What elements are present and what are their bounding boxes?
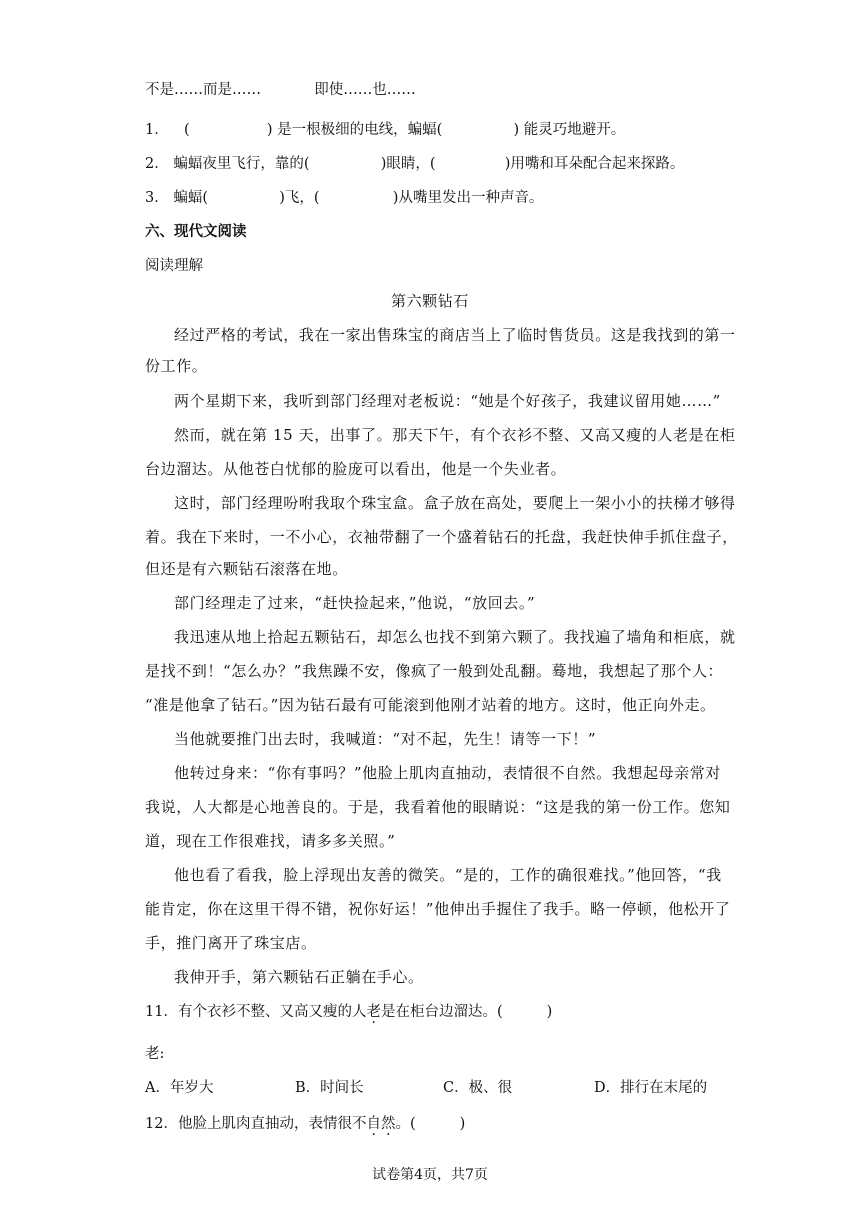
emphasized-char: 自 [366,1116,381,1132]
question-11 [145,1000,720,1021]
story-line: 我伸开手，第六颗钻石正躺在手心。 [174,968,424,986]
story-line: 我说，人大都是心地善良的。于是，我看着他的眼睛说：“这是我的第一份工作。您知 [145,798,731,816]
emphasized-char: 老 [366,1004,381,1020]
option-d[interactable]: D．排行在末尾的 [594,1080,708,1096]
question-11-label: 老: [145,1046,165,1062]
story-line: 我迅速从地上拾起五颗钻石，却怎么也找不到第六颗了。我找遍了墙角和柜底，就 [174,628,736,646]
blank-text: 蝙蝠( [173,190,209,206]
emphasized-char: 然 [380,1116,396,1132]
blank-text: )飞，( [279,190,320,206]
story-line: 然而，就在第 15 天，出事了。那天下午，有个衣衫不整、又高又瘦的人老是在柜 [174,426,736,444]
story-line: 台边溜达。从他苍白忧郁的脸庞可以看出，他是一个失业者。 [145,460,567,478]
section-title: 六、现代文阅读 [145,223,247,240]
blank-text: ) 能灵巧地避开。 [513,122,626,138]
subsection-title: 阅读理解 [145,258,203,274]
answer-paren: ) [546,1004,553,1020]
blank-text: 蝙蝠夜里飞行，靠的( [173,156,310,172]
question-number: 2． [145,156,169,172]
story-line: 份工作。 [145,357,208,375]
page-footer: 试卷第4页，共7页 [372,1167,488,1183]
option-c[interactable]: C．极、很 [443,1080,513,1096]
story-line: 着。我在下来时，一不小心，衣袖带翻了一个盛着钻石的托盘，我赶快伸手抓住盘子， [145,528,738,546]
story-title: 第六颗钻石 [390,292,469,310]
story-line: “准是他拿了钻石。”因为钻石最有可能滚到他刚才站着的地方。这时，他正向外走。 [145,696,716,714]
connector-left: 不是……而是…… [145,82,261,98]
story-line: 他转过身来：“你有事吗？”他脸上肌肉直抽动，表情很不自然。我想起母亲常对 [174,764,721,782]
story-line: 是找不到！“怎么办？”我焦躁不安，像疯了一般到处乱翻。蓦地，我想起了那个人： [145,662,724,680]
fill-blank-2 [145,152,720,173]
question-text: 是在柜台边溜达。( [380,1004,503,1020]
blank-text: ) 是一根极细的电线，蝙蝠( [266,122,443,138]
story-line: 经过严格的考试，我在一家出售珠宝的商店当上了临时售货员。这是我找到的第一 [174,326,736,344]
question-text: 12．他脸上肌肉直抽动，表情很不 [145,1116,367,1132]
question-text: 。( [395,1116,416,1132]
question-number: 1． [145,122,169,138]
option-b[interactable]: B．时间长 [295,1080,364,1096]
question-12 [145,1112,720,1133]
options-row [145,1076,720,1096]
story-line: 两个星期下来，我听到部门经理对老板说：“她是个好孩子，我建议留用她……” [174,392,721,410]
option-a[interactable]: A．年岁大 [145,1080,214,1096]
blank-text: )眼睛，( [380,156,436,172]
blank-text: )从嘴里发出一种声音。 [392,190,544,206]
story-line: 但还是有六颗钻石滚落在地。 [145,560,348,578]
question-number: 3． [145,190,169,206]
connector-right: 即使……也…… [314,82,416,98]
story-line: 部门经理走了过来，“赶快捡起来，”他说，“放回去。” [174,594,536,612]
fill-blank-1 [145,118,720,139]
answer-paren: ) [459,1116,466,1132]
story-line: 他也看了看我，脸上浮现出友善的微笑。“是的，工作的确很难找。”他回答，“我 [174,866,722,884]
story-line: 道，现在工作很难找，请多多关照。” [145,832,396,850]
blank-text: )用嘴和耳朵配合起来探路。 [504,156,685,172]
story-line: 当他就要推门出去时，我喊道：“对不起，先生！请等一下！” [174,730,597,748]
fill-blank-3 [145,186,720,207]
story-line: 手，推门离开了珠宝店。 [145,934,317,952]
question-text: 11．有个衣衫不整、又高又瘦的人 [145,1004,367,1020]
connector-row [145,78,720,99]
blank-text: ( [183,122,190,138]
story-line: 能肯定，你在这里干得不错，祝你好运！”他伸出手握住了我手。略一停顿，他松开了 [145,900,731,918]
story-line: 这时，部门经理吩咐我取个珠宝盒。盒子放在高处，要爬上一架小小的扶梯才够得 [174,494,736,512]
